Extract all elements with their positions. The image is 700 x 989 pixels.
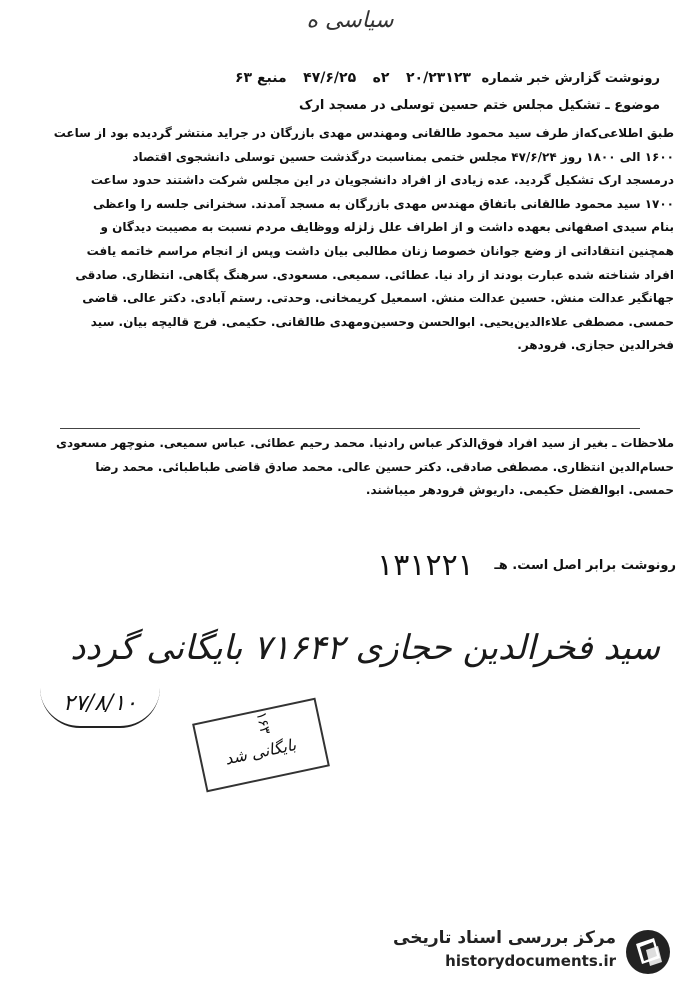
archive-stamp <box>192 698 330 793</box>
body-line: ۱۶۰۰ الی ۱۸۰۰ روز ۴۷/۶/۲۴ مجلس ختمی بمناسبت درگذشت حسین توسلی دانشجوی اقتصاد <box>132 149 674 164</box>
copy-certification <box>276 548 676 583</box>
body-line: حمسی. مصطفی علاءالدین‌یحیی. ابوالحسن وحسین‌ومهدی طالقانی. حکیمی. فرج قالیچه بیان. سید <box>90 314 674 329</box>
subject-line: موضوع ـ تشکیل مجلس ختم حسین توسلی در مسجد ارک <box>299 98 660 113</box>
notes-line: ملاحظات ـ بغیر از سید افراد فوق‌الذکر عباس رادنیا. محمد رحیم عطائی. عباس سمیعی. منوچهر مسعودی <box>56 436 674 450</box>
notes-section <box>28 432 674 503</box>
report-number: ۲۰/۲۳۱۲۳ <box>405 70 471 86</box>
copy-text: رونوشت برابر اصل است. هـ <box>494 558 676 573</box>
handwritten-copy-number: ۱۳۱۲۲۱ <box>377 548 474 583</box>
watermark-url: historydocuments.ir <box>445 952 616 970</box>
body-line: همچنین انتقاداتی از وضع جوانان خصوصا زنان مطالبی بیان داشت وپس از انجام مراسم خاتمه یافت <box>86 243 674 258</box>
notes-line: حمسی. ابوالفضل حکیمی. داریوش فرودهر میباشند. <box>365 483 674 497</box>
handwritten-number-note: ۲۷/۸/۱۰ <box>40 686 160 728</box>
divider <box>60 428 640 429</box>
report-header <box>40 70 660 86</box>
notes-line: حسام‌الدین انتظاری. مصطفی صادقی. دکتر حسین عالی. محمد صادق قاضی طباطبائی. محمد رضا <box>95 459 674 474</box>
body-line: فخرالدین حجازی. فرودهر. <box>517 338 674 353</box>
body-line: بنام سیدی اصفهانی بعهده داشت و از اطراف علل زلزله ووظایف مردم نسبت به مصیبت دیدگان و <box>100 220 674 235</box>
report-label: رونوشت گزارش خبر شماره <box>481 71 660 86</box>
report-source: منبع ۶۳ <box>234 70 287 86</box>
body-line: درمسجد ارک تشکیل گردید. عده زیادی از افراد دانشجویان در این مجلس شرکت داشتند حدود ساعت <box>90 173 674 188</box>
handwritten-title: سیاسی ه <box>306 8 394 33</box>
report-date: ۴۷/۶/۲۵ <box>303 70 357 86</box>
watermark-title: مرکز بررسی اسناد تاریخی <box>393 928 616 948</box>
handwritten-signature: سید فخرالدین حجازی ۷۱۶۴۲ بایگانی گردد <box>70 628 660 668</box>
stamp-text: بایگانی شد <box>223 734 298 769</box>
body-line: ۱۷۰۰ سید محمود طالقانی باتفاق مهندس مهدی بازرگان به مسجد آمدند. سخنرانی جلسه را واعظی <box>93 196 674 211</box>
report-code: ۲ه <box>372 70 390 86</box>
stamp-number: ۱۶۳ <box>252 710 273 736</box>
archive-logo-icon <box>624 928 672 976</box>
body-line: جهانگیر عدالت منش. حسین عدالت منش. اسمعیل کریمخانی. وحدتی. رستم آبادی. دکتر عالی. قاضی <box>82 291 674 306</box>
body-line: طبق اطلاعی‌که‌از طرف سید محمود طالقانی ومهندس مهدی بازرگان در جراید منتشر گردیده بود از ساعت <box>53 126 674 140</box>
body-line: افراد شناخته شده عبارت بودند از راد نیا. عطائی. سمیعی. مسعودی. سرهنگ پگاهی. انتظاری. صادقی <box>75 267 674 282</box>
watermark-logo <box>386 928 676 978</box>
report-body <box>28 122 674 358</box>
